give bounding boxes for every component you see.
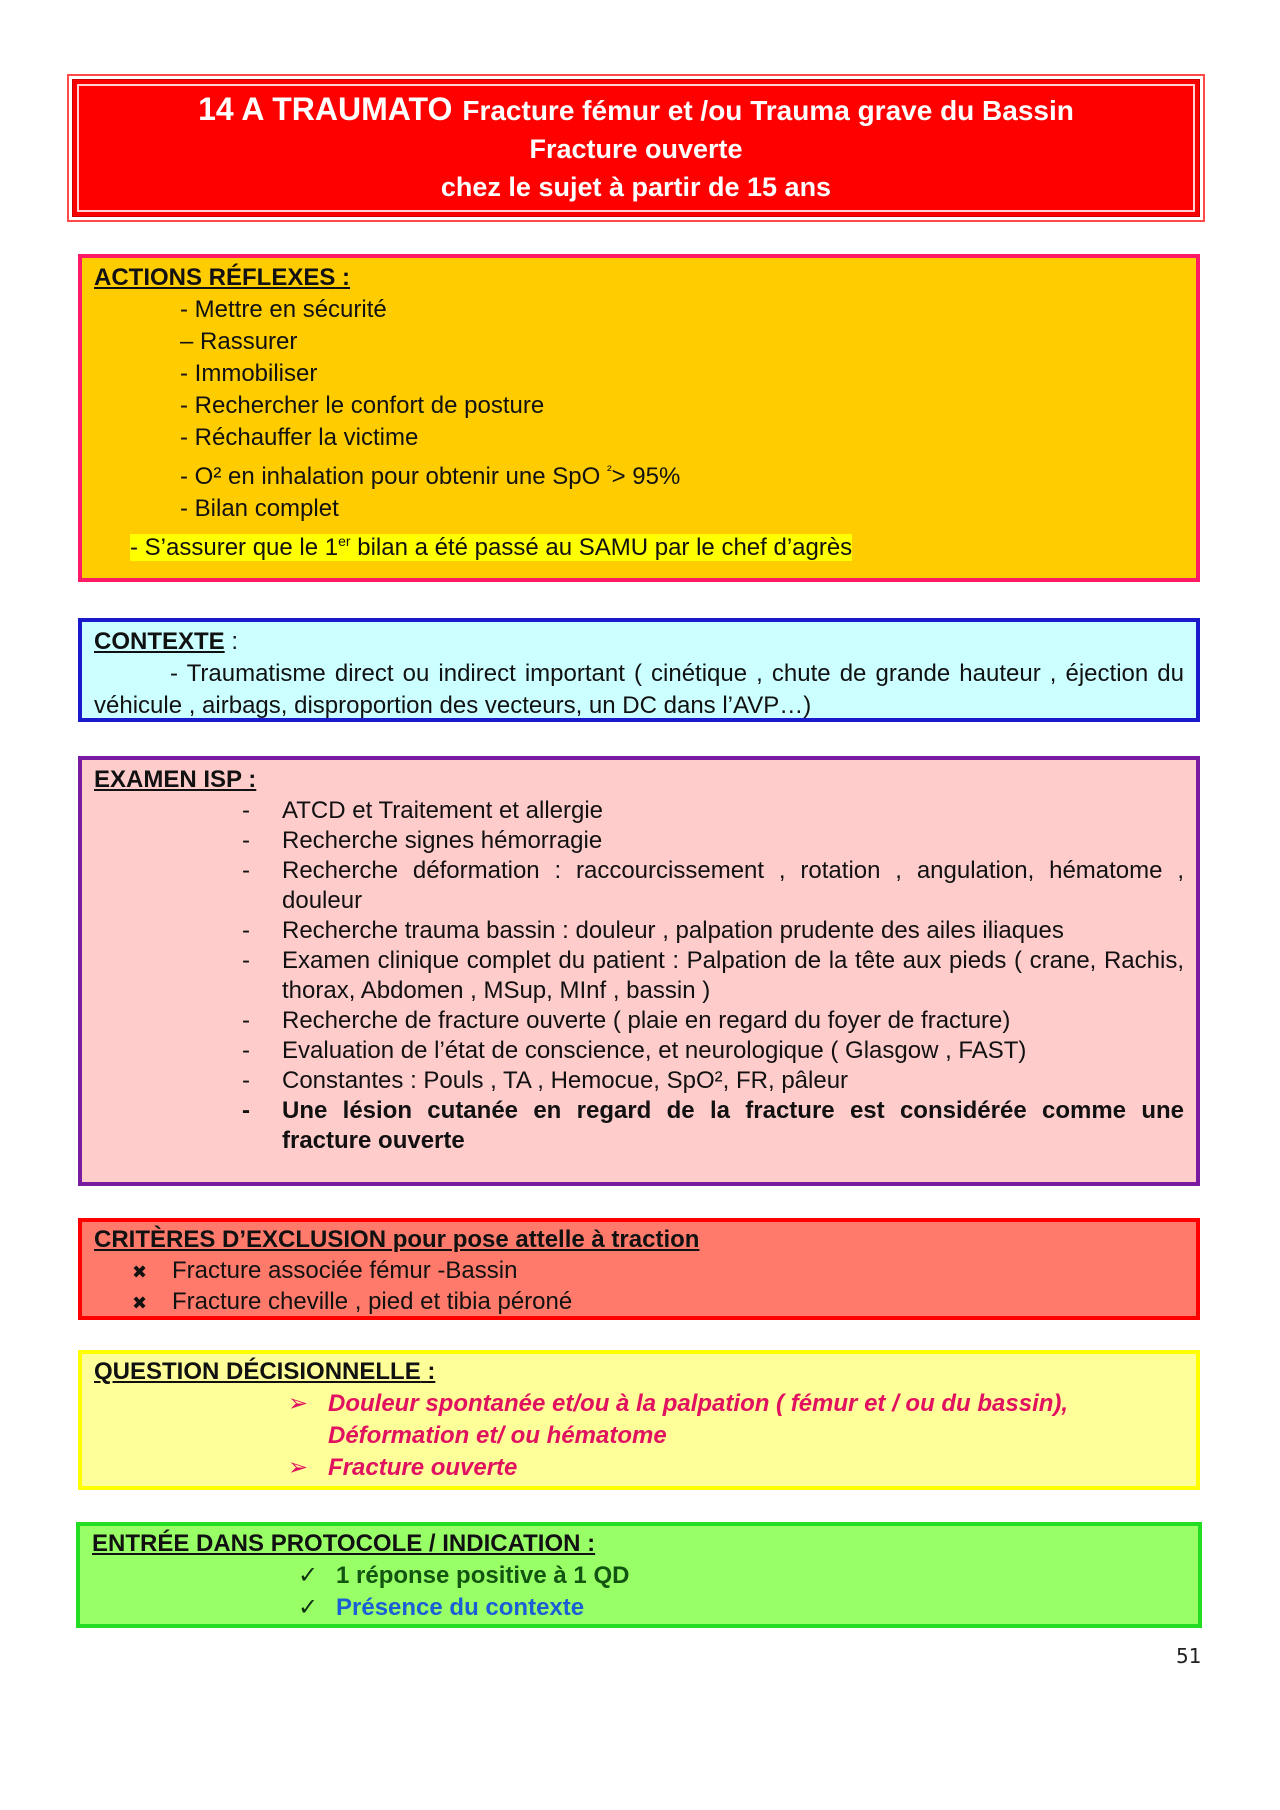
question-title: QUESTION DÉCISIONNELLE: [94, 1358, 421, 1385]
title-line-2: Fracture ouverte: [529, 134, 743, 164]
examen-item: - Recherche trauma bassin : douleur , palpation prudente des ailes iliaques: [242, 916, 1184, 946]
examen-list: [242, 796, 1184, 1156]
action-item: - Rechercher le confort de posture: [180, 392, 545, 419]
page-number: 51: [1176, 1644, 1202, 1668]
entree-title: ENTRÉE DANS PROTOCOLE / INDICATION: [92, 1530, 581, 1557]
arrow-bullet-icon: ➢: [288, 1390, 309, 1417]
title-protocol-number: 14 A TRAUMATO: [198, 91, 453, 127]
action-item: - Immobiliser: [180, 360, 318, 387]
action-item: - Mettre en sécurité: [180, 296, 387, 323]
examen-item: - Recherche de fracture ouverte ( plaie en regard du foyer de fracture): [242, 1006, 1184, 1036]
action-item: – Rassurer: [180, 328, 298, 355]
exclusion-item: ✖ Fracture associée fémur -Bassin: [132, 1256, 1184, 1287]
exclusion-item: ✖ Fracture cheville , pied et tibia péroné: [132, 1287, 1184, 1318]
examen-item-open-fracture: - Une lésion cutanée en regard de la fracture est considérée comme une fracture ouverte: [242, 1096, 1184, 1156]
contexte-text: - Traumatisme direct ou indirect important ( cinétique , chute de grande hauteur , éjection du véhicule , airbags, disproportion des vecteurs, un DC dans l’AVP…): [94, 660, 1184, 719]
title-line-3: chez le sujet à partir de 15 ans: [440, 172, 832, 202]
criteres-title: CRITÈRES D’EXCLUSION pour pose attelle à traction: [94, 1226, 700, 1253]
examen-item: - Constantes : Pouls , TA , Hemocue, SpO², FR, pâleur: [242, 1066, 1184, 1096]
checkmark-icon: ✓: [298, 1562, 319, 1589]
examen-isp-section: EXAMEN ISP : - ATCD et Traitement et allergie - Recherche signes hémorragie - Recherche déformation : raccourcissement , rotation , angulation, hématome , douleur - Recherche trauma bassin : douleur , palpation prudente des ailes iliaques - Examen clinique complet du patient : Palpation de la tête aux pieds ( crane, Rachis, thorax, Abdomen , MSup, MInf , bassin ) - Recherche de fracture ouverte ( plaie en regard du foyer de fracture) - Evaluation de l’état de conscience, et neurologique ( Glasgow , FAST) - Constantes : Pouls , TA , Hemocue, SpO², FR, pâleur - Une lésion cutanée en regard de la fracture est considérée comme une fracture ouverte: [78, 756, 1200, 1186]
examen-item: - Recherche signes hémorragie: [242, 826, 1184, 856]
indication-item: ✓ 1 réponse positive à 1 QD: [298, 1560, 1186, 1592]
action-item-oxygen: - O² en inhalation pour obtenir une SpO $^{^2}$> 95%: [180, 462, 681, 490]
protocol-title-box: [72, 79, 1200, 217]
protocol-title: [77, 84, 1195, 212]
examen-item: - Evaluation de l’état de conscience, et neurologique ( Glasgow , FAST): [242, 1036, 1184, 1066]
title-subject: Fracture fémur et /ou Trauma grave du Bassin: [462, 95, 1074, 126]
question-item: ➢ Fracture ouverte: [288, 1452, 1184, 1484]
cross-icon: ✖: [132, 1293, 148, 1313]
actions-reflexes-section: ACTIONS RÉFLEXES : - Mettre en sécurité – Rassurer - Immobiliser - Rechercher le confort de posture - Réchauffer la victime - O² en inhalation pour obtenir une SpO $^{^2}$> 95% - Bilan complet - S’assurer que le 1er bilan a été passé au SAMU par le chef d’agrès: [78, 254, 1200, 582]
action-item-samu: [130, 525, 1184, 564]
criteres-exclusion-section: [78, 1218, 1200, 1320]
title-line-1: [198, 90, 1074, 130]
question-item: ➢ Douleur spontanée et/ou à la palpation ( fémur et / ou du bassin), Déformation et/ ou hématome: [288, 1390, 1069, 1449]
arrow-bullet-icon: ➢: [288, 1454, 309, 1481]
contexte-title: CONTEXTE: [94, 628, 225, 655]
examen-title: EXAMEN ISP: [94, 766, 242, 793]
action-item: - Bilan complet: [180, 495, 339, 522]
examen-item: - Recherche déformation : raccourcissement , rotation , angulation, hématome , douleur: [242, 856, 1184, 916]
checkmark-icon: ✓: [298, 1594, 319, 1621]
actions-title: ACTIONS RÉFLEXES: [94, 264, 336, 291]
actions-list: [180, 294, 1184, 525]
examen-item: - ATCD et Traitement et allergie: [242, 796, 1184, 826]
action-item: - Réchauffer la victime: [180, 424, 419, 451]
question-decisionnelle-section: QUESTION DÉCISIONNELLE : ➢ Douleur spontanée et/ou à la palpation ( fémur et / ou du bassin), Déformation et/ ou hématome ➢ Fracture ouverte: [78, 1350, 1200, 1490]
entree-protocole-section: ENTRÉE DANS PROTOCOLE / INDICATION : ✓ 1 réponse positive à 1 QD ✓ Présence du contexte: [76, 1522, 1202, 1628]
samu-highlight: - S’assurer que le 1er bilan a été passé au SAMU par le chef d’agrès: [130, 533, 853, 561]
contexte-section: CONTEXTE : - Traumatisme direct ou indirect important ( cinétique , chute de grande hauteur , éjection du véhicule , airbags, disproportion des vecteurs, un DC dans l’AVP…): [78, 618, 1200, 722]
cross-icon: ✖: [132, 1262, 148, 1282]
indication-item: ✓ Présence du contexte: [298, 1592, 1186, 1624]
examen-item: - Examen clinique complet du patient : Palpation de la tête aux pieds ( crane, Rachis, thorax, Abdomen , MSup, MInf , bassin ): [242, 946, 1184, 1006]
